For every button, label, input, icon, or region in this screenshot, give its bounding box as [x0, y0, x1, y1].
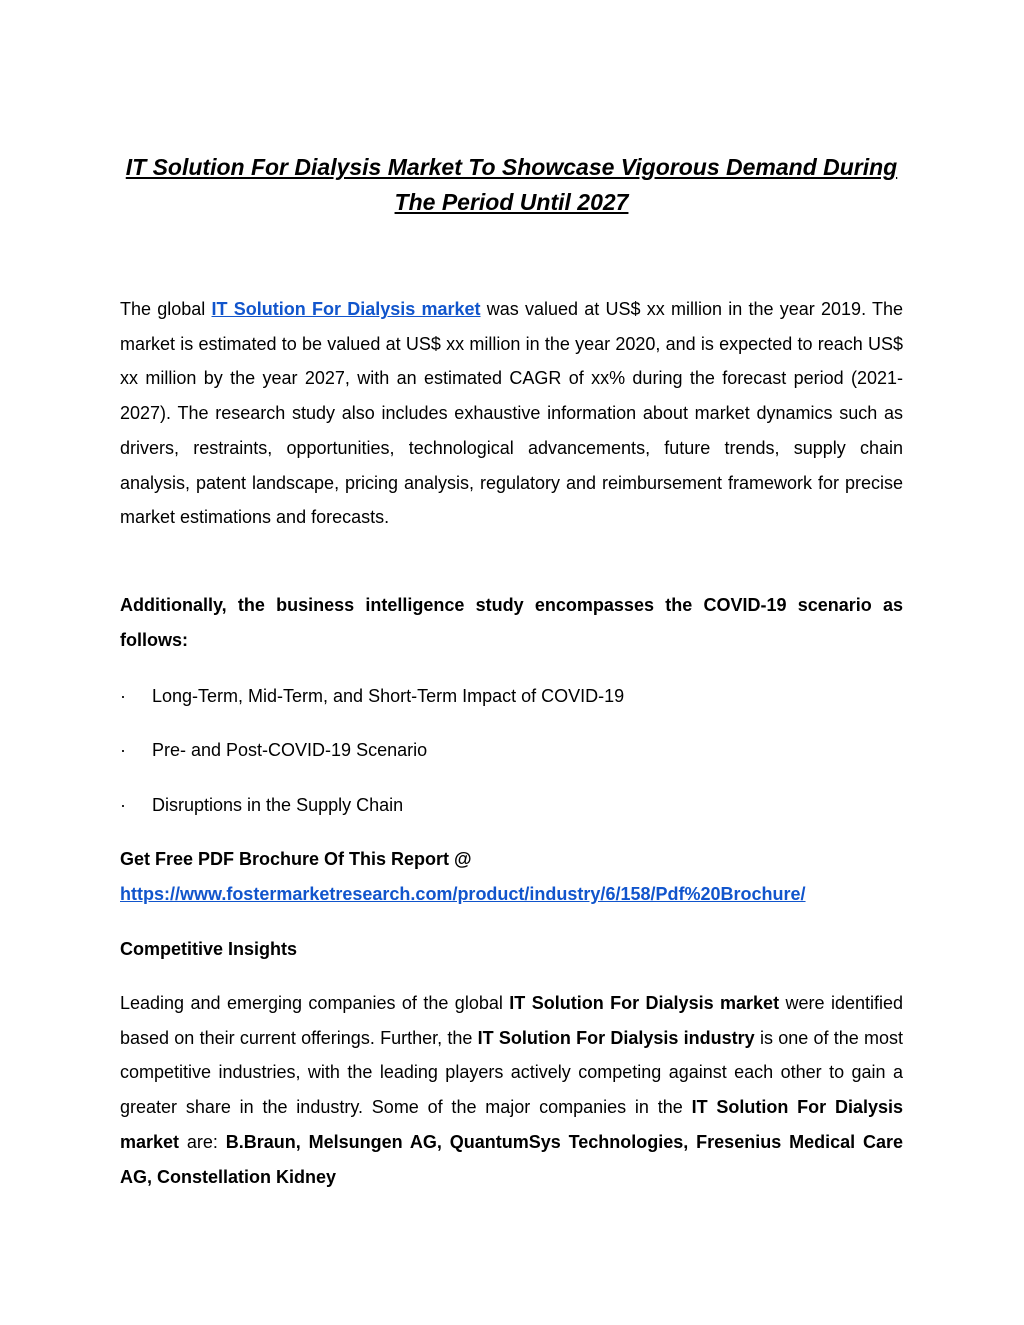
intro-paragraph	[120, 292, 903, 535]
insights-heading: Competitive Insights	[120, 939, 298, 959]
brochure-section	[120, 842, 806, 912]
insights-text-2: were identified based on their current offerings. Further, the	[120, 993, 903, 1048]
list-item-text: Long-Term, Mid-Term, and Short-Term Impact of COVID-19	[152, 686, 625, 706]
insights-text-1: Leading and emerging companies of the global	[120, 993, 510, 1013]
bullet-icon: ·	[120, 740, 126, 760]
insights-paragraph	[120, 986, 903, 1194]
list-item-text: Pre- and Post-COVID-19 Scenario	[152, 740, 428, 760]
insights-bold-2: IT Solution For Dialysis industry	[477, 1027, 755, 1048]
list-item	[120, 684, 624, 708]
covid-heading: Additionally, the business intelligence study encompasses the COVID-19 scenario as follows:	[120, 595, 903, 650]
intro-suffix: was valued at US$ xx million in the year 2019. The market is estimated to be valued at US$ xx million in the year 2020, and is expected to reach US$ xx million by the year 2027, with an estimated CAGR of xx% during the forecast period (2021-2027). The research study also includes exhaustive information about market dynamics such as drivers, restraints, opportunities, technological advancements, future trends, supply chain analysis, patent landscape, pricing analysis, regulatory and reimbursement framework for precise market estimations and forecasts.	[120, 299, 903, 528]
company-list: B.Braun, Melsungen AG, QuantumSys Technologies, Fresenius Medical Care AG, Constellation Kidney	[120, 1131, 903, 1187]
bullet-icon: ·	[120, 795, 126, 815]
bullet-icon: ·	[120, 686, 126, 706]
insights-text-4: are:	[179, 1131, 226, 1152]
page-title: IT Solution For Dialysis Market To Showcase Vigorous Demand During The Period Until 2027	[125, 154, 898, 215]
insights-text-3: is one of the most competitive industries, with the leading players actively competing against each other to gain a greater share in the industry. Some of the major companies in the	[120, 1027, 904, 1118]
list-item-text: Disruptions in the Supply Chain	[152, 795, 404, 815]
insights-bold-1: IT Solution For Dialysis market	[509, 993, 780, 1013]
market-link[interactable]: IT Solution For Dialysis market	[211, 299, 481, 319]
list-item	[120, 738, 427, 762]
brochure-link[interactable]: https://www.fostermarketresearch.com/product/industry/6/158/Pdf%20Brochure/	[120, 884, 806, 904]
list-item	[120, 793, 403, 817]
insights-bold-3: IT Solution For Dialysis market	[120, 1097, 903, 1152]
intro-prefix: The global	[120, 299, 212, 319]
brochure-label: Get Free PDF Brochure Of This Report @	[120, 849, 472, 869]
